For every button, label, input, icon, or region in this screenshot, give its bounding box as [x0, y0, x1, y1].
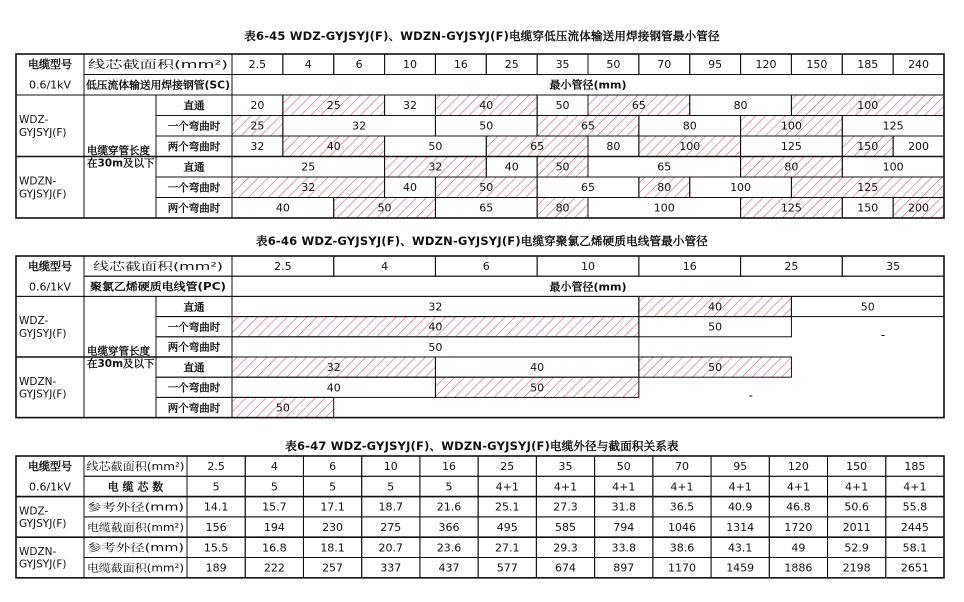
min-dia-value: 50: [708, 320, 723, 334]
table-value: 4+1: [612, 480, 636, 494]
min-dia-value: 25: [301, 160, 316, 174]
mode-label: 直通: [183, 100, 205, 113]
table-value: 36.5: [669, 500, 695, 514]
table-value: 31.8: [611, 500, 636, 514]
min-dia-value: 65: [657, 160, 672, 174]
min-dia-value: 80: [606, 140, 621, 154]
min-dia-value: 40: [326, 140, 341, 154]
size-header: 150: [806, 58, 828, 72]
row-label: 电缆截面积(mm²): [87, 562, 173, 575]
size-header: 16: [442, 460, 457, 474]
size-header: 16: [682, 260, 697, 274]
core-area-label: 线芯截面积(mm²): [86, 460, 176, 474]
not-applicable-dash: -: [748, 388, 753, 403]
min-dia-value: 50: [860, 300, 875, 314]
size-header: 10: [581, 260, 595, 274]
min-dia-value: 100: [882, 160, 904, 174]
table-value: 23.6: [436, 541, 462, 555]
table-value: 897: [613, 561, 635, 575]
voltage-label: 0.6/1kV: [28, 480, 72, 494]
mode-label: 两个弯曲时: [167, 141, 221, 154]
pipe-type-label: 聚氯乙烯硬质电线管(PC): [90, 281, 210, 294]
length-label: 电缆穿管长度在30m及以下: [87, 345, 155, 371]
row-label: 电缆截面积(mm²): [87, 521, 173, 534]
mode-label: 两个弯曲时: [167, 402, 221, 415]
table-value: 222: [263, 561, 285, 575]
table-value: 17.1: [320, 500, 345, 514]
pipe-type-label: 低压流体输送用焊接钢管(SC): [86, 79, 227, 92]
model-a-label: WDZ-GYJSYJ(F): [19, 114, 67, 139]
min-dia-value: 80: [733, 99, 748, 113]
table-value: 189: [205, 561, 227, 575]
table-value: 52.9: [844, 541, 869, 555]
size-header: 25: [504, 58, 519, 72]
row-label: 参考外径(mm): [87, 542, 158, 555]
min-dia-value: 50: [530, 381, 545, 395]
min-dia-value: 125: [780, 201, 802, 215]
table-value: 5: [270, 480, 278, 494]
size-header: 35: [886, 260, 901, 274]
min-dia-value: 40: [530, 361, 545, 375]
table-value: 50.6: [844, 500, 869, 514]
size-header: 4: [270, 460, 278, 474]
size-header: 16: [453, 58, 468, 72]
min-dia-value: 40: [275, 201, 290, 215]
min-dia-value: 50: [479, 119, 494, 133]
size-header: 4: [304, 58, 312, 72]
table-value: 38.6: [669, 541, 695, 555]
size-header: 2.5: [274, 260, 292, 274]
not-applicable-dash: -: [880, 328, 886, 343]
min-dia-value: 32: [250, 140, 265, 154]
size-header: 4: [381, 260, 389, 274]
table-value: 5: [329, 480, 337, 494]
table-value: 2445: [900, 521, 929, 535]
min-dia-value: 125: [857, 181, 879, 195]
min-dia-value: 32: [403, 99, 417, 113]
core-area-label: 线芯截面积(mm²): [93, 260, 183, 274]
table-value: 20.7: [378, 541, 404, 555]
min-dia-value: 40: [403, 181, 417, 195]
table-6-45: [16, 54, 944, 218]
table-value: 43.1: [727, 541, 753, 555]
table-value: 33.8: [611, 541, 636, 555]
table-value: 2198: [842, 561, 871, 575]
size-header: 6: [329, 460, 337, 474]
table-value: 257: [322, 561, 344, 575]
min-dia-value: 65: [479, 201, 494, 215]
table-value: 15.5: [203, 541, 229, 555]
table-value: 156: [205, 521, 227, 535]
table-6-47: [16, 456, 944, 578]
min-dia-value: 50: [377, 201, 392, 215]
mode-label: 一个弯曲时: [167, 382, 221, 395]
min-dia-value: 32: [428, 300, 443, 314]
size-header: 150: [846, 460, 868, 474]
table-value: 577: [496, 561, 518, 575]
table-value: 27.3: [553, 500, 578, 514]
table-value: 1720: [784, 521, 813, 535]
min-dia-value: 65: [631, 99, 646, 113]
table-value: 437: [438, 561, 460, 575]
min-dia-value: 50: [428, 140, 443, 154]
mode-label: 直通: [183, 161, 205, 174]
size-header: 70: [674, 460, 689, 474]
table-value: 16.8: [262, 541, 287, 555]
size-header: 120: [787, 460, 809, 474]
table-value: 58.1: [902, 541, 928, 555]
size-header: 185: [904, 460, 926, 474]
model-b-label: WDZN-GYJSYJ(F): [19, 545, 67, 571]
table-value: 2011: [842, 521, 871, 535]
min-dia-value: 80: [784, 160, 799, 174]
min-dia-value: 100: [780, 119, 802, 133]
min-dia-value: 32: [428, 160, 443, 174]
min-dia-value: 40: [504, 160, 519, 174]
size-header: 35: [555, 58, 570, 72]
model-b-label: WDZN-GYJSYJ(F): [19, 175, 67, 201]
mode-label: 直通: [183, 361, 205, 374]
size-header: 120: [755, 58, 777, 72]
size-header: 6: [482, 260, 490, 274]
min-dia-value: 40: [708, 300, 723, 314]
table-value: 4+1: [845, 480, 869, 494]
table-value: 4+1: [495, 480, 519, 494]
min-dia-value: 32: [301, 181, 316, 195]
table-value: 275: [380, 521, 402, 535]
length-label: 电缆穿管长度在30m及以下: [87, 144, 155, 170]
table-value: 46.8: [786, 500, 811, 514]
min-dia-value: 65: [581, 119, 595, 133]
table-value: 4+1: [728, 480, 752, 494]
size-header: 25: [500, 460, 515, 474]
min-dia-value: 80: [555, 201, 570, 215]
table-value: 674: [555, 561, 576, 575]
table-value: 1459: [726, 561, 755, 575]
min-dia-value: 125: [882, 119, 904, 133]
model-a-label: WDZ-GYJSYJ(F): [19, 315, 67, 340]
min-dia-label: 最小管径(mm): [549, 280, 627, 294]
table-value: 1046: [667, 521, 696, 535]
table-value: 5: [387, 480, 395, 494]
min-dia-value: 25: [326, 99, 341, 113]
min-dia-value: 80: [682, 119, 697, 133]
table-value: 1886: [784, 561, 813, 575]
size-header: 2.5: [248, 58, 267, 72]
min-dia-value: 150: [857, 201, 879, 215]
core-area-label: 线芯截面积(mm²): [88, 58, 178, 72]
table-value: 5: [212, 480, 220, 494]
size-header: 185: [857, 58, 879, 72]
min-dia-label: 最小管径(mm): [549, 78, 627, 92]
mode-label: 一个弯曲时: [167, 120, 221, 133]
size-header: 70: [657, 58, 672, 72]
size-header: 10: [403, 58, 417, 72]
cable-type-label: 电缆型号: [28, 460, 72, 474]
table-value: 55.8: [902, 500, 928, 514]
table-value: 49: [791, 541, 806, 555]
size-header: 10: [383, 460, 398, 474]
table-value: 794: [613, 521, 635, 535]
voltage-label: 0.6/1kV: [28, 280, 72, 294]
size-header: 6: [355, 58, 363, 72]
mode-label: 直通: [183, 301, 205, 314]
min-dia-value: 40: [428, 320, 443, 334]
min-dia-value: 65: [530, 140, 545, 154]
min-dia-value: 100: [857, 99, 879, 113]
cable-type-label: 电缆型号: [28, 260, 72, 274]
table-6-46: [16, 256, 944, 418]
table-value: 1314: [726, 521, 755, 535]
table-value: 5: [445, 480, 453, 494]
table-value: 21.6: [436, 500, 462, 514]
table-value: 230: [322, 521, 344, 535]
min-dia-value: 80: [657, 181, 672, 195]
min-dia-value: 50: [708, 361, 723, 375]
size-header: 25: [784, 260, 799, 274]
min-dia-value: 50: [275, 401, 290, 415]
min-dia-value: 40: [479, 99, 494, 113]
table-value: 14.1: [203, 500, 229, 514]
table-value: 337: [380, 561, 402, 575]
table-value: 40.9: [727, 500, 753, 514]
table-value: 25.1: [495, 500, 520, 514]
size-header: 50: [606, 58, 621, 72]
min-dia-value: 50: [428, 340, 443, 354]
core-count-label: 电 缆 芯 数: [107, 480, 164, 494]
min-dia-value: 150: [857, 140, 879, 154]
size-header: 2.5: [207, 460, 225, 474]
table-value: 15.7: [262, 500, 287, 514]
table-6-47-title: 表6-47 WDZ-GYJSYJ(F)、WDZN-GYJSYJ(F)电缆外径与截面积关系表: [285, 439, 679, 453]
table-value: 495: [496, 521, 518, 535]
min-dia-value: 200: [908, 201, 930, 215]
table-value: 366: [438, 521, 460, 535]
mode-label: 一个弯曲时: [167, 182, 221, 195]
min-dia-value: 25: [250, 119, 265, 133]
table-value: 4+1: [903, 480, 927, 494]
table-value: 4+1: [786, 480, 811, 494]
table-value: 1170: [667, 561, 696, 575]
mode-label: 两个弯曲时: [167, 202, 221, 215]
mode-label: 一个弯曲时: [167, 321, 221, 334]
min-dia-value: 200: [908, 140, 930, 154]
min-dia-value: 50: [479, 181, 494, 195]
model-a-label: WDZ-GYJSYJ(F): [19, 505, 67, 530]
min-dia-value: 100: [730, 181, 752, 195]
cable-type-label: 电缆型号: [28, 58, 72, 72]
min-dia-value: 100: [653, 201, 675, 215]
table-value: 4+1: [553, 480, 578, 494]
table-value: 29.3: [553, 541, 578, 555]
min-dia-value: 65: [581, 181, 595, 195]
table-value: 194: [263, 521, 285, 535]
min-dia-value: 100: [679, 140, 701, 154]
size-header: 50: [616, 460, 631, 474]
min-dia-value: 125: [780, 140, 802, 154]
table-value: 585: [555, 521, 576, 535]
row-label: 参考外径(mm): [87, 501, 158, 514]
size-header: 35: [558, 460, 573, 474]
min-dia-value: 32: [352, 119, 367, 133]
table-6-46-title: 表6-46 WDZ-GYJSYJ(F)、WDZN-GYJSYJ(F)电缆穿聚氯乙烯硬质电线管最小管径: [256, 234, 708, 248]
model-b-label: WDZN-GYJSYJ(F): [19, 375, 67, 401]
min-dia-value: 40: [326, 381, 341, 395]
min-dia-value: 50: [555, 160, 570, 174]
table-value: 18.1: [320, 541, 345, 555]
min-dia-value: 50: [555, 99, 570, 113]
voltage-label: 0.6/1kV: [28, 78, 72, 92]
min-dia-value: 32: [326, 361, 341, 375]
mode-label: 两个弯曲时: [167, 341, 221, 354]
size-header: 240: [908, 58, 930, 72]
size-header: 95: [733, 460, 748, 474]
min-dia-value: 20: [250, 99, 265, 113]
table-6-45-title: 表6-45 WDZ-GYJSYJ(F)、WDZN-GYJSYJ(F)电缆穿低压流体输送用焊接钢管最小管径: [244, 29, 720, 43]
table-value: 4+1: [670, 480, 694, 494]
table-value: 18.7: [378, 500, 404, 514]
table-value: 2651: [900, 561, 929, 575]
table-value: 27.1: [495, 541, 520, 555]
size-header: 95: [708, 58, 723, 72]
